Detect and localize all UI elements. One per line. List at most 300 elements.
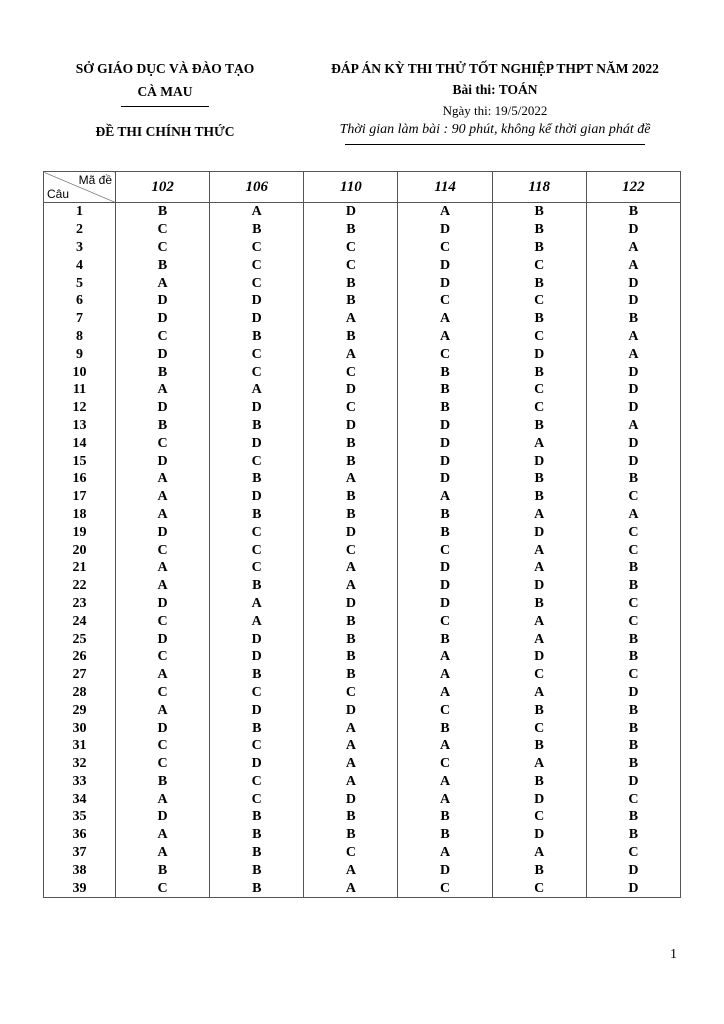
table-row [44,844,681,862]
answer-cell: B [492,737,586,755]
answer-cell: D [586,861,680,879]
answer-cell: A [304,737,398,755]
question-number-cell: 34 [44,790,116,808]
answer-cell: B [304,452,398,470]
answer-cell: A [304,719,398,737]
question-number-cell: 21 [44,559,116,577]
answer-cell: D [116,719,210,737]
answer-cell: D [116,452,210,470]
answer-cell: D [398,470,492,488]
answer-cell: B [586,719,680,737]
answer-cell: B [398,523,492,541]
question-number-cell: 31 [44,737,116,755]
answer-cell: B [586,470,680,488]
table-row [44,737,681,755]
answer-cell: B [492,595,586,613]
answer-cell: D [398,577,492,595]
table-row [44,577,681,595]
answer-cell: C [586,488,680,506]
answer-cell: A [398,488,492,506]
answer-cell: D [492,790,586,808]
divider [121,106,209,107]
answer-cell: C [116,684,210,702]
answer-cell: A [492,630,586,648]
question-number-cell: 7 [44,310,116,328]
answer-cell: B [304,826,398,844]
answer-cell: B [586,755,680,773]
question-number-cell: 30 [44,719,116,737]
answer-cell: D [304,417,398,435]
table-row [44,790,681,808]
answer-cell: C [398,612,492,630]
answer-cell: C [116,737,210,755]
answer-cell: D [586,399,680,417]
answer-cell: D [116,310,210,328]
answer-cell: A [116,506,210,524]
corner-header-cell [44,172,116,203]
exam-type: ĐỀ THI CHÍNH THỨC [95,124,235,139]
answer-cell: D [492,452,586,470]
table-row [44,488,681,506]
answer-cell: A [398,328,492,346]
answer-cell: A [492,506,586,524]
answer-cell: A [116,274,210,292]
answer-cell: B [586,559,680,577]
answer-cell: A [492,612,586,630]
answer-cell: D [586,773,680,791]
question-number-cell: 10 [44,363,116,381]
answer-cell: B [116,861,210,879]
answer-cell: A [116,790,210,808]
answer-cell: B [210,861,304,879]
answer-cell: B [116,417,210,435]
table-row [44,434,681,452]
answer-cell: C [304,363,398,381]
answer-cell: C [210,790,304,808]
answer-cell: C [116,541,210,559]
question-number-cell: 15 [44,452,116,470]
answer-cell: D [210,310,304,328]
answer-cell: C [210,523,304,541]
answer-cell: B [492,488,586,506]
table-row [44,861,681,879]
answer-cell: A [586,506,680,524]
answer-cell: C [210,345,304,363]
answer-cell: D [492,826,586,844]
page-number: 1 [670,947,677,962]
answer-cell: D [586,363,680,381]
answer-cell: B [210,666,304,684]
answer-cell: B [210,506,304,524]
answer-cell: B [304,666,398,684]
answer-cell: C [116,755,210,773]
answer-cell: C [210,239,304,257]
answer-cell: D [116,595,210,613]
answer-cell: D [210,648,304,666]
answer-cell: A [116,577,210,595]
question-number-cell: 1 [44,203,116,221]
exam-code-label: Mã đề [78,173,112,187]
answer-cell: A [586,345,680,363]
question-number-cell: 3 [44,239,116,257]
exam-code-header: 114 [398,172,492,203]
answer-cell: C [492,719,586,737]
answer-cell: C [586,666,680,684]
answer-cell: A [492,541,586,559]
answer-cell: B [398,381,492,399]
answer-cell: A [116,488,210,506]
answer-cell: D [304,523,398,541]
answer-cell: C [304,684,398,702]
question-number-cell: 39 [44,879,116,897]
answer-cell: D [210,630,304,648]
answer-cell: C [492,328,586,346]
table-row [44,630,681,648]
answer-cell: A [116,844,210,862]
answer-cell: C [586,523,680,541]
answer-cell: C [304,239,398,257]
answer-cell: A [492,434,586,452]
answer-cell: D [116,345,210,363]
answer-cell: C [586,612,680,630]
question-number-cell: 20 [44,541,116,559]
answer-cell: D [586,221,680,239]
exam-code-header: 122 [586,172,680,203]
table-row [44,363,681,381]
answer-cell: B [116,363,210,381]
answer-cell: D [210,701,304,719]
answer-cell: A [304,577,398,595]
answer-cell: C [116,239,210,257]
question-number-cell: 24 [44,612,116,630]
answer-cell: B [492,417,586,435]
answer-key-table [43,171,681,898]
exam-code-header: 106 [210,172,304,203]
answer-cell: B [210,844,304,862]
header-left [60,60,270,140]
answer-cell: A [210,203,304,221]
answer-cell: A [210,595,304,613]
answer-cell: B [304,434,398,452]
table-row [44,417,681,435]
answer-cell: C [116,879,210,897]
answer-cell: A [398,310,492,328]
answer-cell: D [492,523,586,541]
answer-cell: D [586,434,680,452]
answer-cell: B [116,773,210,791]
answer-cell: A [304,310,398,328]
answer-cell: D [304,701,398,719]
answer-cell: A [116,381,210,399]
answer-cell: B [586,737,680,755]
answer-cell: D [398,559,492,577]
question-number-cell: 4 [44,256,116,274]
question-label: Câu [47,187,70,201]
answer-cell: C [398,239,492,257]
answer-cell: D [492,577,586,595]
answer-cell: A [398,844,492,862]
answer-cell: B [304,630,398,648]
answer-cell: D [116,630,210,648]
answer-cell: D [116,523,210,541]
answer-cell: C [116,612,210,630]
answer-cell: C [586,790,680,808]
answer-rows [44,203,681,898]
table-row [44,274,681,292]
table-row [44,506,681,524]
answer-cell: D [210,434,304,452]
answer-cell: A [492,684,586,702]
answer-cell: C [586,595,680,613]
answer-cell: A [116,826,210,844]
answer-cell: C [210,363,304,381]
answer-cell: A [398,737,492,755]
answer-cell: B [304,292,398,310]
question-number-cell: 2 [44,221,116,239]
exam-code-header: 102 [116,172,210,203]
question-number-cell: 11 [44,381,116,399]
answer-cell: B [492,773,586,791]
answer-cell: B [210,417,304,435]
answer-cell: B [398,363,492,381]
question-number-cell: 27 [44,666,116,684]
question-number-cell: 22 [44,577,116,595]
question-number-cell: 26 [44,648,116,666]
answer-cell: D [398,256,492,274]
answer-cell: C [586,541,680,559]
answer-cell: A [586,328,680,346]
answer-cell: A [116,666,210,684]
table-row [44,612,681,630]
answer-cell: A [398,790,492,808]
answer-cell: A [304,879,398,897]
exam-code-header: 118 [492,172,586,203]
question-number-cell: 17 [44,488,116,506]
answer-cell: B [210,808,304,826]
answer-cell: D [210,399,304,417]
answer-cell: C [492,879,586,897]
answer-cell: B [492,470,586,488]
table-row [44,381,681,399]
answer-cell: B [210,470,304,488]
question-number-cell: 16 [44,470,116,488]
answer-cell: D [304,381,398,399]
answer-cell: B [586,701,680,719]
answer-cell: C [210,274,304,292]
answer-cell: D [586,684,680,702]
question-number-cell: 29 [44,701,116,719]
answer-cell: C [398,755,492,773]
table-row [44,292,681,310]
table-row [44,221,681,239]
subject-label: Bài thi: TOÁN [452,82,538,97]
answer-cell: B [304,274,398,292]
answer-cell: A [492,559,586,577]
question-number-cell: 28 [44,684,116,702]
answer-cell: D [398,221,492,239]
answer-cell: A [398,648,492,666]
table-row [44,701,681,719]
answer-cell: A [492,844,586,862]
question-number-cell: 38 [44,861,116,879]
answer-cell: D [116,808,210,826]
question-number-cell: 32 [44,755,116,773]
answer-cell: C [304,399,398,417]
answer-cell: B [398,506,492,524]
answer-cell: D [304,595,398,613]
table-row [44,345,681,363]
answer-cell: D [116,292,210,310]
answer-cell: C [116,221,210,239]
answer-cell: C [492,256,586,274]
answer-cell: A [116,701,210,719]
answer-cell: D [586,879,680,897]
question-number-cell: 18 [44,506,116,524]
answer-cell: C [492,808,586,826]
answer-cell: B [398,630,492,648]
table-row [44,328,681,346]
table-row [44,541,681,559]
answer-cell: B [492,861,586,879]
question-number-cell: 35 [44,808,116,826]
question-number-cell: 25 [44,630,116,648]
answer-cell: A [492,755,586,773]
answer-cell: D [492,345,586,363]
answer-cell: B [304,612,398,630]
answer-cell: C [398,701,492,719]
exam-date: Ngày thi: 19/5/2022 [442,103,548,118]
question-number-cell: 13 [44,417,116,435]
answer-cell: C [210,541,304,559]
answer-cell: B [492,310,586,328]
answer-cell: D [398,861,492,879]
answer-cell: A [210,612,304,630]
answer-cell: C [210,256,304,274]
province-name: CÀ MAU [137,84,193,99]
answer-cell: D [586,292,680,310]
table-row [44,719,681,737]
answer-cell: B [304,488,398,506]
answer-cell: B [304,506,398,524]
answer-cell: C [210,684,304,702]
answer-cell: C [304,844,398,862]
answer-cell: B [586,648,680,666]
answer-cell: A [398,203,492,221]
question-number-cell: 6 [44,292,116,310]
answer-cell: A [210,381,304,399]
answer-cell: C [210,773,304,791]
answer-cell: C [492,666,586,684]
header-right [300,60,690,145]
table-row [44,239,681,257]
answer-cell: B [586,630,680,648]
answer-cell: A [586,417,680,435]
table-row [44,666,681,684]
answer-cell: A [304,755,398,773]
answer-cell: D [304,790,398,808]
answer-cell: D [586,381,680,399]
answer-cell: B [492,363,586,381]
answer-cell: B [304,328,398,346]
table-row [44,559,681,577]
answer-cell: C [398,879,492,897]
table-row [44,879,681,897]
question-number-cell: 12 [44,399,116,417]
answer-cell: C [116,328,210,346]
answer-cell: B [492,274,586,292]
exam-code-header: 110 [304,172,398,203]
answer-cell: C [210,559,304,577]
answer-cell: D [210,292,304,310]
question-number-cell: 9 [44,345,116,363]
answer-cell: A [304,345,398,363]
answer-cell: C [492,292,586,310]
answer-cell: A [398,666,492,684]
answer-cell: B [586,310,680,328]
divider [345,144,645,145]
answer-cell: C [398,541,492,559]
answer-cell: B [492,221,586,239]
department-name: SỞ GIÁO DỤC VÀ ĐÀO TẠO [75,61,255,76]
answer-cell: A [304,470,398,488]
answer-cell: D [586,452,680,470]
answer-cell: B [116,203,210,221]
answer-cell: D [398,274,492,292]
answer-cell: C [210,737,304,755]
answer-cell: D [398,417,492,435]
answer-cell: D [586,274,680,292]
answer-cell: D [210,755,304,773]
answer-cell: B [398,808,492,826]
answer-cell: C [398,345,492,363]
table-row [44,826,681,844]
answer-cell: A [398,773,492,791]
answer-cell: B [210,328,304,346]
answer-cell: C [116,648,210,666]
answer-cell: B [210,826,304,844]
table-row [44,595,681,613]
answer-cell: D [210,488,304,506]
question-number-cell: 33 [44,773,116,791]
answer-cell: A [304,559,398,577]
answer-cell: B [398,719,492,737]
table-row [44,648,681,666]
answer-cell: B [398,399,492,417]
answer-cell: C [492,381,586,399]
answer-cell: B [492,239,586,257]
answer-cell: B [586,826,680,844]
table-row [44,523,681,541]
table-row [44,399,681,417]
document-title: ĐÁP ÁN KỲ THI THỬ TỐT NGHIỆP THPT NĂM 2022 [331,61,659,76]
answer-cell: D [398,434,492,452]
answer-cell: D [116,399,210,417]
answer-cell: B [586,577,680,595]
answer-cell: B [304,808,398,826]
answer-cell: D [492,648,586,666]
table-row [44,452,681,470]
question-number-cell: 19 [44,523,116,541]
answer-cell: C [304,256,398,274]
answer-cell: B [210,879,304,897]
answer-cell: A [586,239,680,257]
question-number-cell: 37 [44,844,116,862]
table-row [44,470,681,488]
answer-cell: B [398,826,492,844]
answer-cell: A [304,861,398,879]
answer-cell: B [210,221,304,239]
answer-cell: D [398,595,492,613]
